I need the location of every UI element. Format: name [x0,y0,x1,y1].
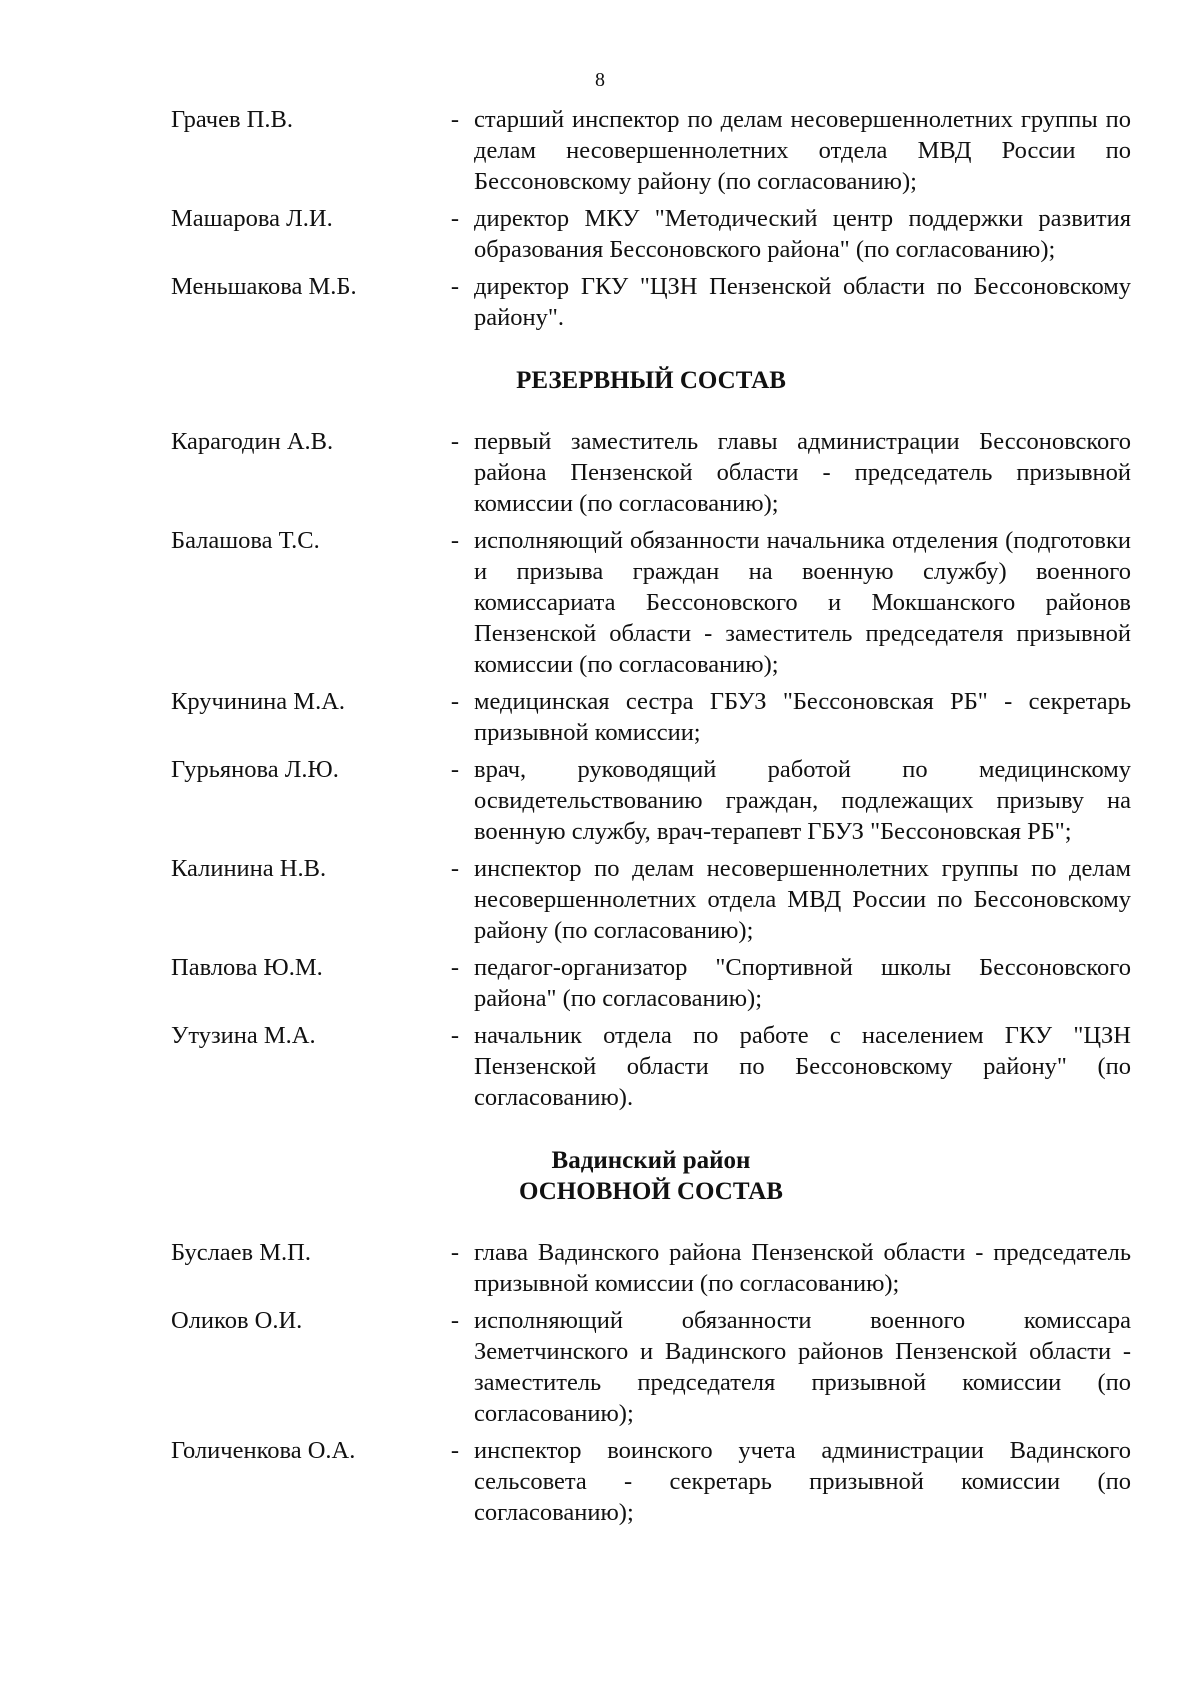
dash-separator: - [450,428,460,455]
dash-separator: - [450,1022,460,1049]
section-heading-block [171,1145,1131,1207]
dash-separator: - [450,1437,460,1464]
member-name: Карагодин А.В. [171,428,334,455]
member-name: Буслаев М.П. [171,1239,311,1266]
page-number: 8 [595,69,605,91]
member-name: Калинина Н.В. [171,855,327,882]
member-role: глава Вадинского района Пензенской области - председатель призывной комиссии (по согласованию); [474,1239,1131,1297]
member-role: педагог-организатор "Спортивной школы Бессоновского района" (по согласованию); [474,954,1131,1012]
dash-separator: - [450,273,460,300]
member-name: Машарова Л.И. [171,205,333,232]
member-role: исполняющий обязанности начальника отделения (подготовки и призыва граждан на военную службу) военного комиссариата Бессоновского и Мокшанского районов Пензенской области - заместитель председателя призывной комиссии (по согласованию); [474,527,1131,678]
dash-separator: - [450,1239,460,1266]
member-role: инспектор воинского учета администрации Вадинского сельсовета - секретарь призывной комиссии (по согласованию); [474,1437,1131,1526]
list-item [171,426,1131,519]
dash-separator: - [450,527,460,554]
document-body [171,104,1131,1534]
member-name: Гурьянова Л.Ю. [171,756,339,783]
member-name: Грачев П.В. [171,106,293,133]
list-item [171,1435,1131,1528]
dash-separator: - [450,688,460,715]
list-item [171,525,1131,680]
member-role: директор ГКУ "ЦЗН Пензенской области по Бессоновскому району". [474,273,1131,331]
section-heading-main: ОСНОВНОЙ СОСТАВ [519,1178,783,1205]
dash-separator: - [450,756,460,783]
member-role: инспектор по делам несовершеннолетних группы по делам несовершеннолетних отдела МВД России по Бессоновскому району (по согласованию); [474,855,1131,944]
list-item [171,686,1131,748]
member-role: первый заместитель главы администрации Бессоновского района Пензенской области - председатель призывной комиссии (по согласованию); [474,428,1131,517]
list-item [171,1305,1131,1429]
member-role: директор МКУ "Методический центр поддержки развития образования Бессоновского района" (по согласованию); [474,205,1131,263]
dash-separator: - [450,106,460,133]
member-name: Голиченкова О.А. [171,1437,356,1464]
list-item [171,853,1131,946]
member-name: Меньшакова М.Б. [171,273,357,300]
member-name: Павлова Ю.М. [171,954,323,981]
member-role: медицинская сестра ГБУЗ "Бессоновская РБ" - секретарь призывной комиссии; [474,688,1131,746]
list-item [171,104,1131,197]
member-role: врач, руководящий работой по медицинскому освидетельствованию граждан, подлежащих призыву на военную службу, врач-терапевт ГБУЗ "Бессоновская РБ"; [474,756,1131,845]
section-heading-reserve: РЕЗЕРВНЫЙ СОСТАВ [516,367,786,394]
member-name: Оликов О.И. [171,1307,303,1334]
dash-separator: - [450,205,460,232]
list-item [171,203,1131,265]
member-name: Балашова Т.С. [171,527,320,554]
member-name: Утузина М.А. [171,1022,316,1049]
list-item [171,952,1131,1014]
member-role: начальник отдела по работе с населением ГКУ "ЦЗН Пензенской области по Бессоновскому району" (по согласованию). [474,1022,1131,1111]
dash-separator: - [450,855,460,882]
list-item [171,271,1131,333]
member-role: старший инспектор по делам несовершеннолетних группы по делам несовершеннолетних отдела МВД России по Бессоновскому району (по согласованию); [474,106,1131,195]
list-item [171,754,1131,847]
member-name: Кручинина М.А. [171,688,346,715]
dash-separator: - [450,954,460,981]
district-heading: Вадинский район [551,1147,751,1174]
list-item [171,1020,1131,1113]
member-role: исполняющий обязанности военного комиссара Земетчинского и Вадинского районов Пензенской области - заместитель председателя призывной комиссии (по согласованию); [474,1307,1131,1427]
dash-separator: - [450,1307,460,1334]
list-item [171,1237,1131,1299]
section-heading-block [171,365,1131,396]
